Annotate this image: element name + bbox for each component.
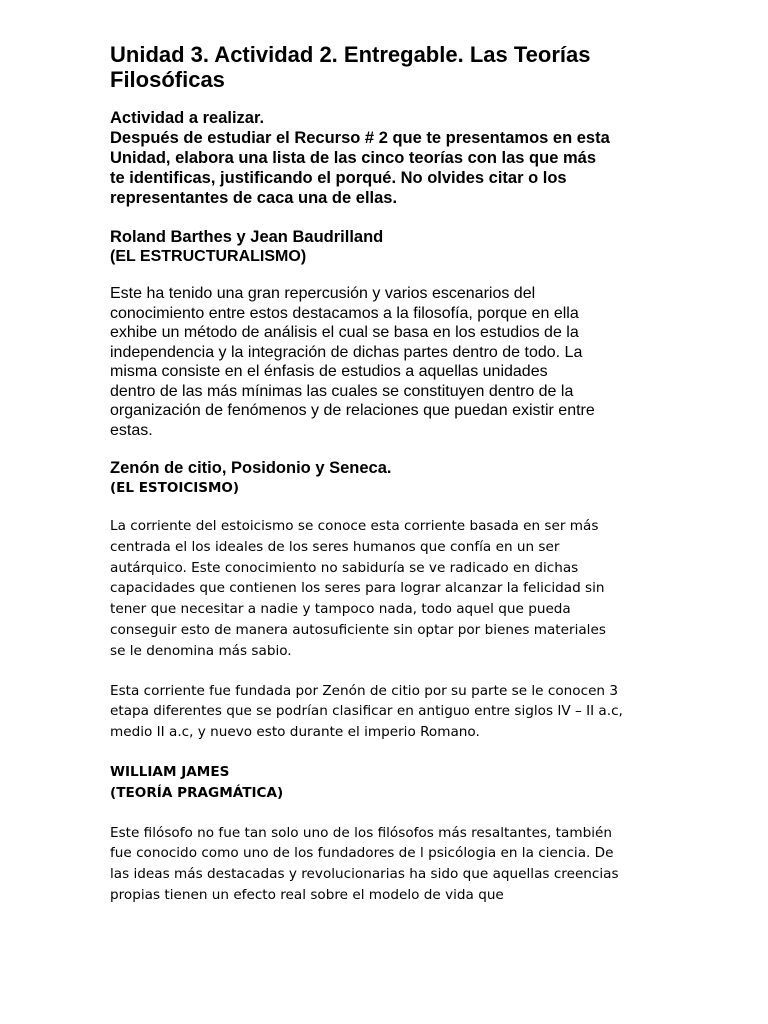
activity-line: Unidad, elabora una lista de las cinco teorías con las que más — [110, 149, 596, 167]
paragraph-line: se le denomina más sabio. — [110, 642, 292, 659]
paragraph-line: centrada el los ideales de los seres humanos que confía en un ser — [110, 538, 560, 555]
section-authors: Zenón de citio, Posidonio y Seneca. — [110, 459, 392, 477]
paragraph-line: fue conocido como uno de los fundadores de l psicólogia en la ciencia. De — [110, 845, 614, 862]
paragraph-line: medio II a.c, y nuevo esto durante el imperio Romano. — [110, 724, 480, 741]
section-theory: (EL ESTOICISMO) — [110, 480, 240, 496]
activity-line: representantes de caca una de ellas. — [110, 189, 398, 207]
activity-line: Después de estudiar el Recurso # 2 que te presentamos en esta — [110, 129, 610, 147]
section-theory: (EL ESTRUCTURALISMO) — [110, 248, 307, 265]
paragraph-estoicismo-2 — [110, 681, 670, 743]
activity-heading: Actividad a realizar. — [110, 109, 265, 127]
paragraph-line: organización de fenómenos y de relaciones que puedan existir entre — [110, 402, 595, 419]
activity-line: te identificas, justificando el porqué. No olvides citar o los — [110, 169, 567, 187]
title-line: Filosóficas — [110, 67, 225, 92]
paragraph-line: exhibe un método de análisis el cual se basa en los estudios de la — [110, 324, 579, 341]
paragraph-line: las ideas más destacadas y revolucionarias ha sido que aquellas creencias — [110, 866, 619, 883]
section-authors: WILLIAM JAMES — [110, 763, 230, 780]
section-heading-estoicismo — [110, 458, 670, 498]
document-title — [110, 42, 670, 92]
paragraph-pragmatica — [110, 823, 670, 906]
paragraph-line: independencia y la integración de dichas partes dentro de todo. La — [110, 343, 583, 361]
section-theory: (TEORÍA PRAGMÁTICA) — [110, 784, 284, 801]
paragraph-line: Este filósofo no fue tan solo uno de los filósofos más resaltantes, también — [110, 824, 612, 841]
section-authors: Roland Barthes y Jean Baudrilland — [110, 228, 384, 246]
paragraph-line: autárquico. Este conocimiento no sabiduría se ve radicado en dichas — [110, 559, 579, 576]
paragraph-line: misma consiste en el énfasis de estudios a aquellas unidades — [110, 363, 548, 380]
paragraph-line: conseguir esto de manera autosuficiente sin optar por bienes materiales — [110, 621, 606, 638]
paragraph-line: Este ha tenido una gran repercusión y varios escenarios del — [110, 285, 536, 302]
paragraph-line: tener que necesitar a nadie y tampoco nada, todo aquel que pueda — [110, 601, 571, 618]
paragraph-estoicismo-1 — [110, 516, 670, 662]
paragraph-line: propias tienen un efecto real sobre el modelo de vida que — [110, 886, 504, 903]
paragraph-estructuralismo — [110, 284, 670, 440]
paragraph-line: estas. — [110, 421, 153, 439]
paragraph-line: La corriente del estoicismo se conoce esta corriente basada en ser más — [110, 518, 599, 534]
section-heading-pragmatica — [110, 762, 670, 804]
paragraph-line: conocimiento entre estos destacamos a la filosofía, porque en ella — [110, 304, 579, 322]
activity-instructions — [110, 108, 670, 208]
paragraph-line: capacidades que contienen los seres para lograr alcanzar la felicidad sin — [110, 580, 605, 597]
title-line: Unidad 3. Actividad 2. Entregable. Las Teorías — [110, 42, 591, 67]
paragraph-line: Esta corriente fue fundada por Zenón de citio por su parte se le conocen 3 — [110, 682, 619, 699]
paragraph-line: etapa diferentes que se podrían clasificar en antiguo entre siglos IV – II a.c, — [110, 703, 623, 720]
paragraph-line: dentro de las más mínimas las cuales se constituyen dentro de la — [110, 382, 574, 400]
document-page — [110, 42, 670, 925]
section-heading-estructuralismo — [110, 228, 670, 266]
